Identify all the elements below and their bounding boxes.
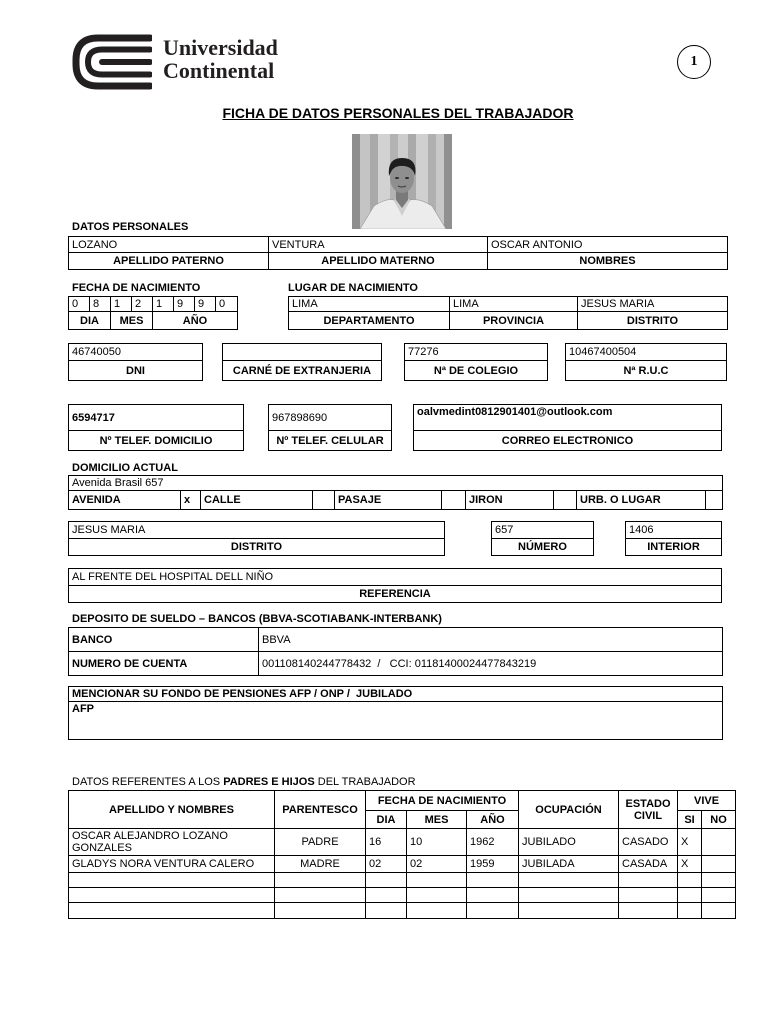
distrito-nacimiento-value: JESUS MARIA [578,297,728,312]
carne-extranjeria-value [223,344,382,361]
numero-cuenta-value: 001108140244778432 / CCI: 01181400024477843219 [259,652,723,676]
empty-cell [407,873,467,888]
apellido-materno-value: VENTURA [269,237,488,253]
empty-cell [275,873,366,888]
familia-row [69,856,736,873]
birth-digit: 8 [90,297,111,312]
colegio-value: 77276 [405,344,548,361]
interior-label: INTERIOR [626,539,722,556]
lugar-nacimiento-heading: LUGAR DE NACIMIENTO [288,282,418,294]
empty-cell [702,888,736,903]
interior-box [625,521,722,556]
direccion-value: Avenida Brasil 657 [69,476,723,491]
empty-cell [519,903,619,919]
empty-cell [467,873,519,888]
correo-value: oalvmedint0812901401@outlook.com [414,405,722,431]
datos-personales-table [68,236,728,270]
dni-box [68,343,203,381]
empty-cell [702,903,736,919]
correo-box [413,404,722,451]
familia-vive-no [702,829,736,856]
birth-mes-label: MES [111,312,153,330]
banco-value: BBVA [259,628,723,652]
provincia-label: PROVINCIA [450,312,578,330]
employee-photo [352,134,452,229]
tipo-avenida-mark: x [181,491,201,510]
referencia-value: AL FRENTE DEL HOSPITAL DELL NIÑO [69,569,722,586]
pensiones-value: AFP [69,702,723,740]
familia-estado-civil: CASADA [619,856,678,873]
familia-mes: 10 [407,829,467,856]
empty-cell [69,888,275,903]
col-header-parentesco: PARENTESCO [275,791,366,829]
birth-digit: 0 [69,297,90,312]
col-header-estado-civil: ESTADO CIVIL [619,791,678,829]
deposito-heading: DEPOSITO DE SUELDO – BANCOS (BBVA-SCOTIABANK-INTERBANK) [72,613,442,625]
birth-digit: 0 [216,297,238,312]
familia-heading [72,776,416,789]
empty-cell [519,888,619,903]
familia-table [68,790,736,919]
empty-cell [69,903,275,919]
page-number: 1 [677,45,711,79]
referencia-box [68,568,722,603]
nombres-value: OSCAR ANTONIO [488,237,728,253]
distrito-label: DISTRITO [69,539,445,556]
familia-row-empty [69,888,736,903]
apellido-paterno-value: LOZANO [69,237,269,253]
domicilio-heading: DOMICILIO ACTUAL [72,462,178,474]
pensiones-heading: MENCIONAR SU FONDO DE PENSIONES AFP / ONP / JUBILADO [69,687,723,702]
university-logo [72,34,282,90]
familia-anio: 1959 [467,856,519,873]
empty-cell [366,873,407,888]
empty-cell [467,903,519,919]
empty-cell [366,903,407,919]
ruc-value: 10467400504 [566,344,727,361]
pensiones-table [68,686,723,740]
nombres-label: NOMBRES [488,253,728,270]
empty-cell [407,888,467,903]
referencia-label: REFERENCIA [69,586,722,603]
col-header-nombres: APELLIDO Y NOMBRES [69,791,275,829]
empty-cell [678,903,702,919]
col-header-si: SI [678,811,702,829]
familia-vive-no [702,856,736,873]
col-header-ocupacion: OCUPACIÓN [519,791,619,829]
empty-cell [678,888,702,903]
familia-nombres: OSCAR ALEJANDRO LOZANO GONZALES [69,829,275,856]
familia-nombres: GLADYS NORA VENTURA CALERO [69,856,275,873]
tipo-jiron-mark [554,491,577,510]
col-header-fecha: FECHA DE NACIMIENTO [366,791,519,811]
col-header-dia: DIA [366,811,407,829]
empty-cell [619,888,678,903]
logo-line-continental: Continental [163,58,275,83]
tipo-pasaje-mark [442,491,466,510]
empty-cell [678,873,702,888]
apellido-paterno-label: APELLIDO PATERNO [69,253,269,270]
birth-dia-label: DIA [69,312,111,330]
familia-dia: 02 [366,856,407,873]
familia-heading-bold: PADRES E HIJOS [223,776,315,788]
numero-value: 657 [492,522,594,539]
numero-box [491,521,594,556]
dni-value: 46740050 [69,344,203,361]
fecha-nacimiento-heading: FECHA DE NACIMIENTO [72,282,201,294]
birth-digit: 1 [111,297,132,312]
empty-cell [467,888,519,903]
tipo-calle-mark [313,491,335,510]
lugar-nacimiento-table [288,296,728,330]
colegio-box [404,343,548,381]
fecha-nacimiento-table [68,296,238,330]
familia-mes: 02 [407,856,467,873]
carne-extranjeria-label: CARNÉ DE EXTRANJERIA [223,361,382,381]
familia-row-empty [69,873,736,888]
empty-cell [407,903,467,919]
tipo-avenida-label: AVENIDA [69,491,181,510]
empty-cell [275,903,366,919]
familia-parentesco: PADRE [275,829,366,856]
distrito-nacimiento-label: DISTRITO [578,312,728,330]
departamento-value: LIMA [289,297,450,312]
familia-estado-civil: CASADO [619,829,678,856]
empty-cell [275,888,366,903]
tipo-jiron-label: JIRON [466,491,554,510]
datos-personales-heading: DATOS PERSONALES [72,221,189,233]
empty-cell [702,873,736,888]
telefono-domicilio-value: 6594717 [69,405,244,431]
banco-label: BANCO [69,628,259,652]
distrito-box [68,521,445,556]
telefono-domicilio-box [68,404,244,451]
document-title: FICHA DE DATOS PERSONALES DEL TRABAJADOR [222,105,574,121]
familia-ocupacion: JUBILADA [519,856,619,873]
logo-line-universidad: Universidad [163,35,278,60]
empty-cell [619,873,678,888]
numero-cuenta-label: NUMERO DE CUENTA [69,652,259,676]
birth-digit: 9 [174,297,195,312]
familia-heading-part: DEL TRABAJADOR [314,776,416,788]
familia-anio: 1962 [467,829,519,856]
col-header-vive: VIVE [678,791,736,811]
distrito-value: JESUS MARIA [69,522,445,539]
familia-row-empty [69,903,736,919]
tipo-calle-label: CALLE [201,491,313,510]
familia-dia: 16 [366,829,407,856]
familia-vive-si: X [678,856,702,873]
tipo-pasaje-label: PASAJE [335,491,442,510]
empty-cell [519,873,619,888]
logo-wordmark [163,36,278,82]
ruc-box [565,343,727,381]
dni-label: DNI [69,361,203,381]
colegio-label: Nª DE COLEGIO [405,361,548,381]
familia-vive-si: X [678,829,702,856]
carne-extranjeria-box [222,343,382,381]
tipo-urb-mark [706,491,723,510]
ruc-label: Nª R.U.C [566,361,727,381]
telefono-celular-box [268,404,392,451]
col-header-mes: MES [407,811,467,829]
birth-digit: 9 [195,297,216,312]
birth-digit: 2 [132,297,153,312]
apellido-materno-label: APELLIDO MATERNO [269,253,488,270]
interior-value: 1406 [626,522,722,539]
provincia-value: LIMA [450,297,578,312]
telefono-celular-value: 967898690 [269,405,392,431]
empty-cell [619,903,678,919]
domicilio-table [68,475,723,510]
col-header-anio: AÑO [467,811,519,829]
empty-cell [366,888,407,903]
familia-ocupacion: JUBILADO [519,829,619,856]
birth-digit: 1 [153,297,174,312]
col-header-no: NO [702,811,736,829]
numero-label: NÚMERO [492,539,594,556]
empty-cell [69,873,275,888]
telefono-celular-label: Nº TELEF. CELULAR [269,431,392,451]
departamento-label: DEPARTAMENTO [289,312,450,330]
continental-logo-icon [72,34,152,90]
tipo-urb-label: URB. O LUGAR [577,491,706,510]
familia-parentesco: MADRE [275,856,366,873]
telefono-domicilio-label: Nº TELEF. DOMICILIO [69,431,244,451]
familia-heading-part: DATOS REFERENTES A LOS [72,776,224,788]
photo-image [352,134,452,229]
correo-label: CORREO ELECTRONICO [414,431,722,451]
birth-anio-label: AÑO [153,312,238,330]
deposito-table [68,627,723,676]
familia-row [69,829,736,856]
